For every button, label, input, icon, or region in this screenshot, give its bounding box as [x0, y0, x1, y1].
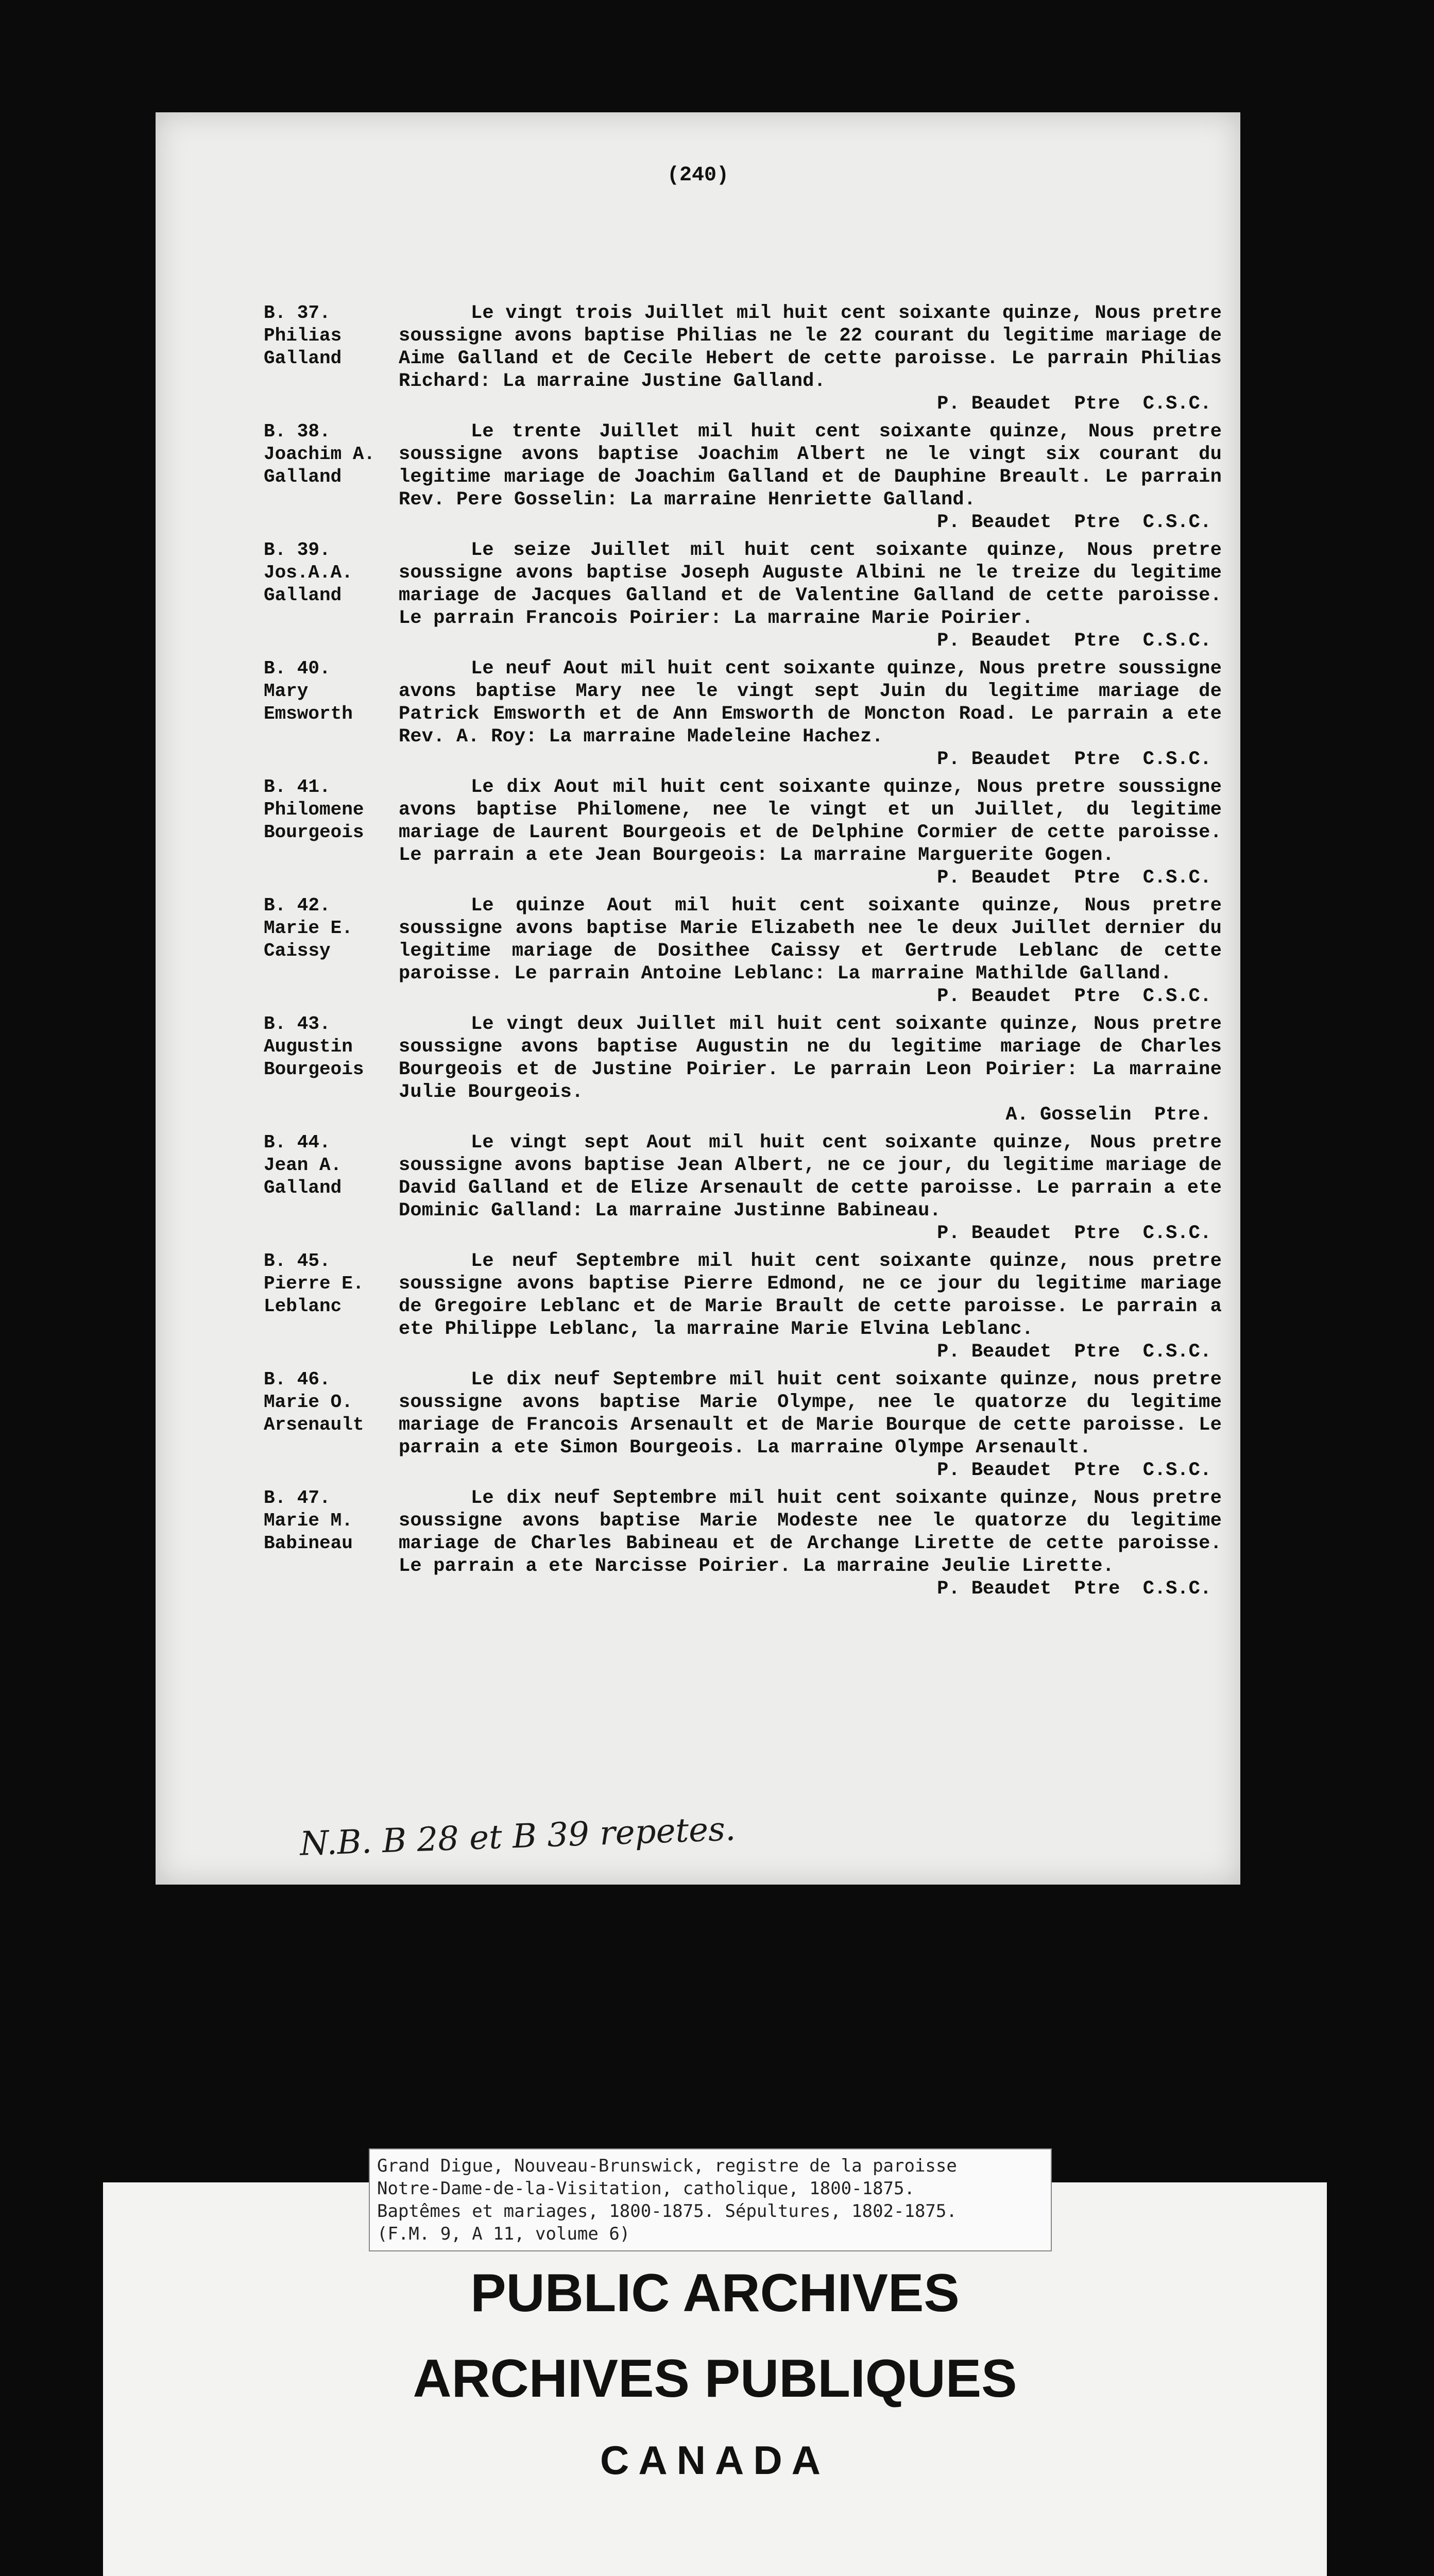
entry-signature: P. Beaudet Ptre C.S.C. [937, 986, 1211, 1007]
baptism-entry [264, 776, 1222, 889]
caption-line: Baptêmes et mariages, 1800-1875. Sépultures, 1802-1875. [377, 2201, 957, 2222]
baptism-entry [264, 420, 1222, 534]
entry-signature: P. Beaudet Ptre C.S.C. [937, 512, 1211, 533]
entry-signature: A. Gosselin Ptre. [1005, 1104, 1211, 1126]
handwritten-note: N.B. B 28 et B 39 repetes. [299, 1810, 737, 1863]
entry-label: B. 42. Marie E. Caissy [264, 895, 353, 961]
entry-label: B. 44. Jean A. Galland [264, 1132, 342, 1198]
caption-line: Grand Digue, Nouveau-Brunswick, registre de la paroisse [377, 2156, 957, 2176]
entry-text: Le dix neuf Septembre mil huit cent soixante quinze, Nous pretre soussigne avons baptise Marie Modeste nee le quatorze du legitime mariage de Charles Babineau et de Archange Lirette de cette paroisse. Le parrain a ete Narcisse Poirier. La marraine Jeulie Lirette. [399, 1487, 1222, 1577]
caption-line: Notre-Dame-de-la-Visitation, catholique, 1800-1875. [377, 2178, 915, 2199]
heading-archives-publiques: ARCHIVES PUBLIQUES [413, 2349, 1017, 2409]
entry-label: B. 40. Mary Emsworth [264, 658, 353, 724]
entry-signature: P. Beaudet Ptre C.S.C. [937, 1341, 1211, 1363]
baptism-entry [264, 302, 1222, 415]
archives-card [103, 2156, 1327, 2576]
entry-signature: P. Beaudet Ptre C.S.C. [937, 630, 1211, 652]
entry-text: Le quinze Aout mil huit cent soixante quinze, Nous pretre soussigne avons baptise Marie Elizabeth nee le deux Juillet dernier du legitime mariage de Dosithee Caissy et Gertrude Leblanc de cette paroisse. Le parrain Antoine Leblanc: La marraine Mathilde Galland. [399, 895, 1222, 985]
heading-canada: CANADA [600, 2437, 830, 2483]
entry-text: Le seize Juillet mil huit cent soixante quinze, Nous pretre soussigne avons baptise Joseph Auguste Albini ne le treize du legitime mariage de Jacques Galland et de Valentine Galland de cette paroisse. Le parrain Francois Poirier: La marraine Marie Poirier. [399, 539, 1222, 629]
entry-label: B. 37. Philias Galland [264, 302, 342, 369]
entry-text: Le trente Juillet mil huit cent soixante quinze, Nous pretre soussigne avons baptise Joachim Albert ne le vingt six courant du legitime mariage de Joachim Galland et de Dauphine Breault. Le parrain Rev. Pere Gosselin: La marraine Henriette Galland. [399, 421, 1222, 511]
baptism-entry [264, 1368, 1222, 1482]
entry-signature: P. Beaudet Ptre C.S.C. [937, 1223, 1211, 1244]
baptism-entry [264, 894, 1222, 1008]
baptism-entry [264, 539, 1222, 652]
entry-text: Le vingt sept Aout mil huit cent soixante quinze, Nous pretre soussigne avons baptise Jean Albert, ne ce jour, du legitime mariage de David Galland et de Elize Arsenault de cette paroisse. Le parrain a ete Dominic Galland: La marraine Justinne Babineau. [399, 1132, 1222, 1222]
entry-label: B. 45. Pierre E. Leblanc [264, 1250, 364, 1317]
entry-text: Le neuf Septembre mil huit cent soixante quinze, nous pretre soussigne avons baptise Pierre Edmond, ne ce jour du legitime mariage de Gregoire Leblanc et de Marie Brault de cette paroisse. Le parrain a ete Philippe Leblanc, la marraine Marie Elvina Leblanc. [399, 1250, 1222, 1340]
entry-signature: P. Beaudet Ptre C.S.C. [937, 749, 1211, 770]
baptism-entries [264, 302, 1222, 1605]
entry-signature: P. Beaudet Ptre C.S.C. [937, 1578, 1211, 1600]
entry-label: B. 46. Marie O. Arsenault [264, 1369, 364, 1435]
baptism-entry [264, 1013, 1222, 1126]
entry-label: B. 38. Joachim A. Galland [264, 421, 375, 487]
baptism-entry [264, 1487, 1222, 1600]
entry-text: Le vingt trois Juillet mil huit cent soixante quinze, Nous pretre soussigne avons baptise Philias ne le 22 courant du legitime mariage de Aime Galland et de Cecile Hebert de cette paroisse. Le parrain Philias Richard: La marraine Justine Galland. [399, 302, 1222, 392]
entry-text: Le dix Aout mil huit cent soixante quinze, Nous pretre soussigne avons baptise Philomene, nee le vingt et un Juillet, du legitime mariage de Laurent Bourgeois et de Delphine Cormier de cette paroisse. Le parrain a ete Jean Bourgeois: La marraine Marguerite Gogen. [399, 776, 1222, 866]
register-page [156, 112, 1240, 1885]
entry-text: Le neuf Aout mil huit cent soixante quinze, Nous pretre soussigne avons baptise Mary nee le vingt sept Juin du legitime mariage de Patrick Emsworth et de Ann Emsworth de Moncton Road. Le parrain a ete Rev. A. Roy: La marraine Madeleine Hachez. [399, 658, 1222, 748]
baptism-entry [264, 657, 1222, 771]
card-caption [369, 2148, 1052, 2251]
entry-signature: P. Beaudet Ptre C.S.C. [937, 393, 1211, 415]
entry-label: B. 43. Augustin Bourgeois [264, 1013, 364, 1080]
page-number: (240) [667, 164, 729, 187]
baptism-entry [264, 1250, 1222, 1363]
entry-label: B. 41. Philomene Bourgeois [264, 776, 364, 843]
entry-text: Le vingt deux Juillet mil huit cent soixante quinze, Nous pretre soussigne avons baptise Augustin ne du legitime mariage de Charles Bourgeois et de Justine Poirier. Le parrain Leon Poirier: La marraine Julie Bourgeois. [399, 1013, 1222, 1103]
entry-label: B. 39. Jos.A.A. Galland [264, 539, 353, 606]
caption-line: (F.M. 9, A 11, volume 6) [377, 2224, 630, 2244]
baptism-entry [264, 1131, 1222, 1245]
entry-text: Le dix neuf Septembre mil huit cent soixante quinze, nous pretre soussigne avons baptise Marie Olympe, nee le quatorze du legitime mariage de Francois Arsenault et de Marie Bourque de cette paroisse. Le parrain a ete Simon Bourgeois. La marraine Olympe Arsenault. [399, 1369, 1222, 1459]
entry-label: B. 47. Marie M. Babineau [264, 1487, 353, 1554]
heading-public-archives: PUBLIC ARCHIVES [470, 2263, 960, 2323]
entry-signature: P. Beaudet Ptre C.S.C. [937, 1460, 1211, 1481]
entry-signature: P. Beaudet Ptre C.S.C. [937, 867, 1211, 889]
